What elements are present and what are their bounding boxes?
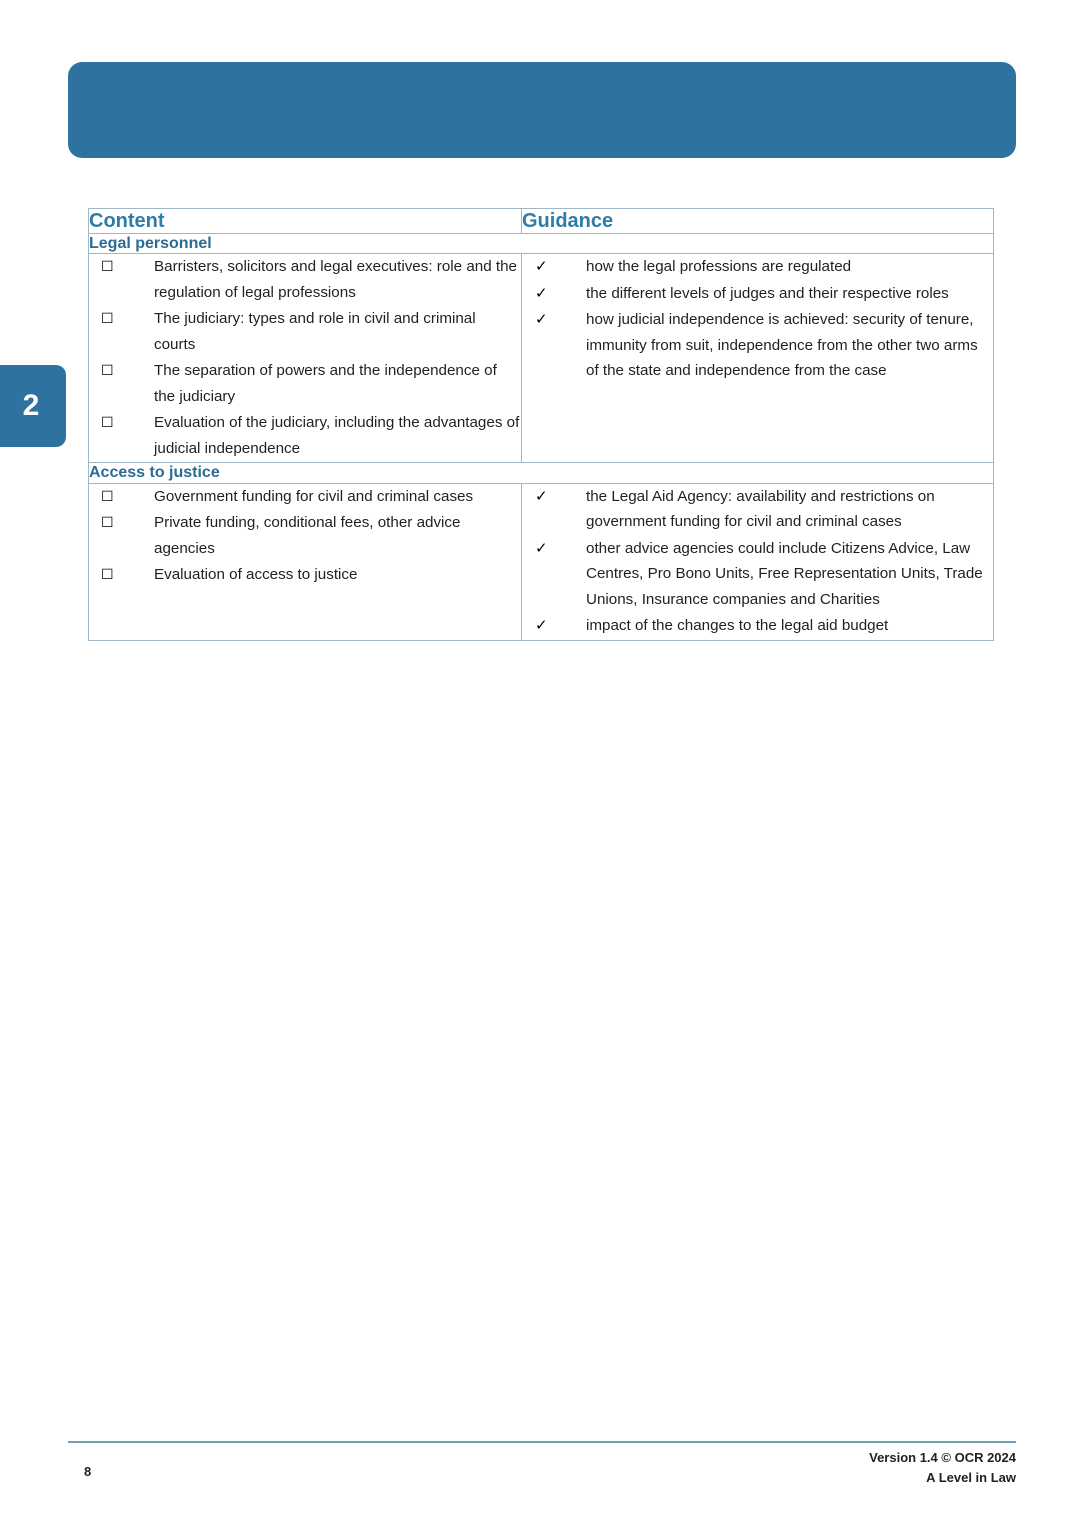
list-item-text: the different levels of judges and their respective roles bbox=[586, 284, 949, 302]
check-icon: ✓ bbox=[535, 617, 548, 635]
guidance-cell-access-to-justice bbox=[522, 483, 994, 640]
list-item-text: The separation of powers and the independence of the judiciary bbox=[154, 362, 497, 405]
list-item-text: how the legal professions are regulated bbox=[586, 258, 852, 276]
header-cell-content bbox=[89, 209, 522, 234]
list-item-text: impact of the changes to the legal aid budget bbox=[586, 617, 889, 635]
list-item-text: the Legal Aid Agency: availability and restrictions on government funding for civil and criminal cases bbox=[586, 487, 935, 531]
footer-meta bbox=[869, 1448, 1016, 1488]
checkbox-icon: ☐ bbox=[101, 514, 114, 531]
specification-table bbox=[88, 208, 994, 641]
table-header-row bbox=[89, 209, 994, 234]
content-cell-access-to-justice bbox=[89, 483, 522, 640]
checkbox-icon: ☐ bbox=[101, 258, 114, 275]
unit-tab-marker bbox=[0, 365, 66, 447]
check-icon: ✓ bbox=[535, 539, 548, 557]
checkbox-icon: ☐ bbox=[101, 362, 114, 379]
content-checklist bbox=[89, 254, 521, 461]
list-item-text: Government funding for civil and criminal cases bbox=[154, 487, 474, 505]
list-item bbox=[522, 613, 993, 639]
list-item bbox=[522, 484, 993, 535]
list-item bbox=[89, 510, 521, 561]
section-header-cell bbox=[89, 463, 994, 483]
guidance-checklist bbox=[522, 254, 993, 384]
list-item bbox=[89, 410, 521, 461]
checkbox-icon: ☐ bbox=[101, 487, 114, 504]
list-item bbox=[89, 484, 521, 510]
footer-page-number: 8 bbox=[84, 1464, 92, 1479]
page-header-banner bbox=[68, 62, 1016, 158]
column-header-guidance: Guidance bbox=[522, 210, 614, 232]
table-row bbox=[89, 483, 994, 640]
check-icon: ✓ bbox=[535, 284, 548, 302]
section-title-legal-personnel: Legal personnel bbox=[89, 235, 212, 252]
list-item bbox=[89, 562, 521, 588]
guidance-cell-legal-personnel bbox=[522, 254, 994, 463]
section-title-access-to-justice: Access to justice bbox=[89, 464, 220, 482]
list-item bbox=[522, 536, 993, 613]
footer-qualification: A Level in Law bbox=[926, 1470, 1016, 1486]
section-header-cell bbox=[89, 234, 994, 254]
content-cell-legal-personnel bbox=[89, 254, 522, 463]
list-item-text: Evaluation of the judiciary, including the advantages of judicial independence bbox=[154, 414, 520, 457]
list-item-text: how judicial independence is achieved: security of tenure, immunity from suit, independence from the other two arms of the state and independence from the case bbox=[586, 311, 978, 380]
check-icon: ✓ bbox=[535, 487, 548, 505]
table-row bbox=[89, 254, 994, 463]
content-checklist bbox=[89, 484, 521, 588]
checkbox-icon: ☐ bbox=[101, 414, 114, 431]
list-item bbox=[89, 358, 521, 409]
check-icon: ✓ bbox=[535, 258, 548, 276]
list-item bbox=[89, 306, 521, 357]
footer-divider bbox=[68, 1441, 1016, 1443]
checkbox-icon: ☐ bbox=[101, 566, 114, 583]
unit-tab-number: 2 bbox=[22, 389, 40, 422]
list-item-text: Evaluation of access to justice bbox=[154, 566, 358, 584]
header-cell-guidance bbox=[522, 209, 994, 234]
check-icon: ✓ bbox=[535, 311, 548, 329]
list-item bbox=[522, 307, 993, 384]
section-header-row-access-to-justice bbox=[89, 463, 994, 483]
list-item-text: The judiciary: types and role in civil and criminal courts bbox=[154, 310, 476, 353]
checkbox-icon: ☐ bbox=[101, 310, 114, 327]
list-item bbox=[89, 254, 521, 305]
list-item-text: Barristers, solicitors and legal executives: role and the regulation of legal professions bbox=[154, 258, 517, 301]
list-item-text: other advice agencies could include Citizens Advice, Law Centres, Pro Bono Units, Free Representation Units, Trade Unions, Insurance companies and Charities bbox=[586, 539, 983, 608]
column-header-content: Content bbox=[89, 210, 165, 232]
guidance-checklist bbox=[522, 484, 993, 639]
section-header-row-legal-personnel bbox=[89, 234, 994, 254]
list-item bbox=[522, 281, 993, 307]
list-item-text: Private funding, conditional fees, other advice agencies bbox=[154, 514, 461, 557]
list-item bbox=[522, 254, 993, 280]
footer-version: Version 1.4 © OCR 2024 bbox=[869, 1450, 1016, 1465]
